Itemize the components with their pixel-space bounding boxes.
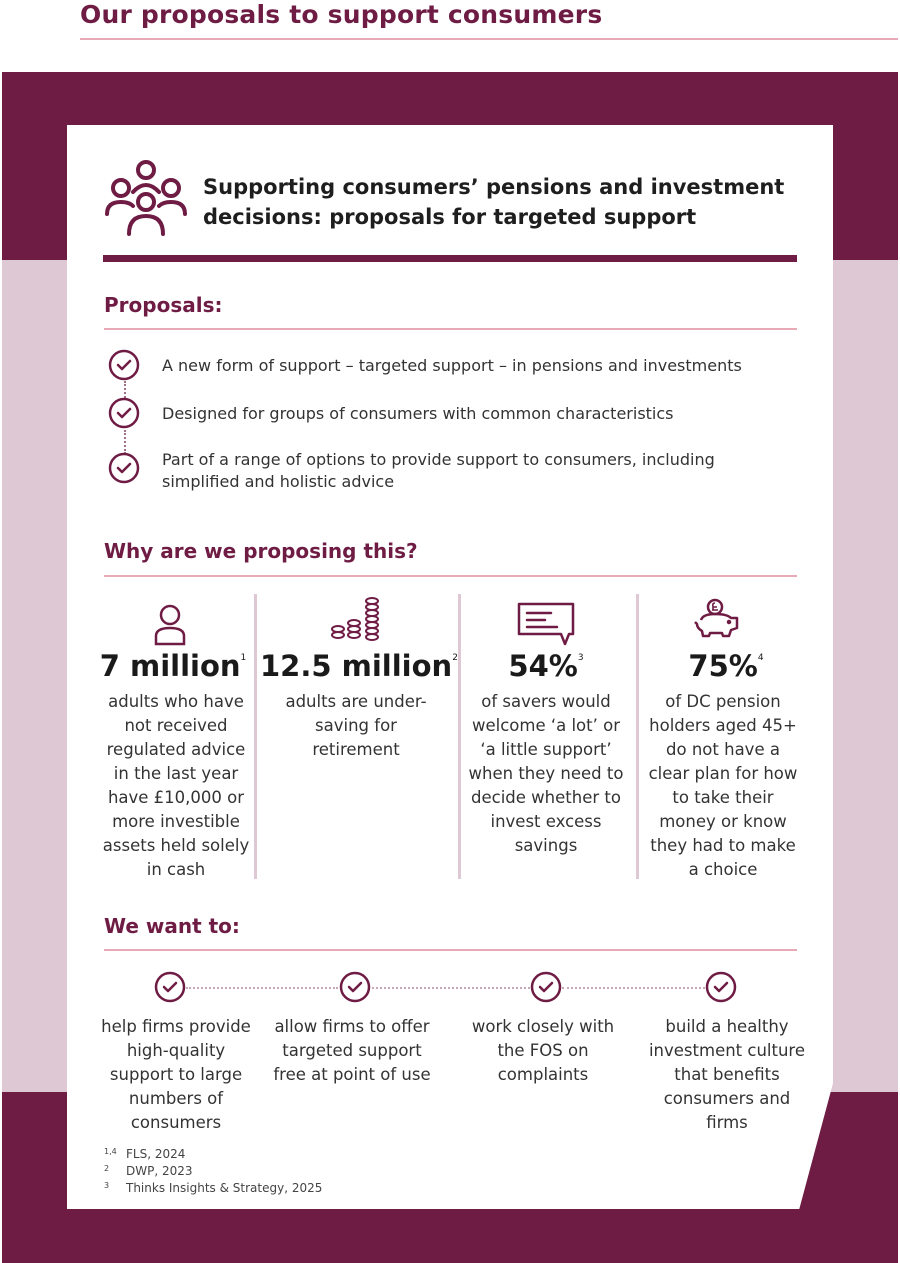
check-circle-icon: [339, 971, 371, 1003]
want-divider: [104, 949, 797, 951]
check-circle-icon: [530, 971, 562, 1003]
check-circle-icon: [108, 452, 140, 484]
stat-divider: [254, 594, 257, 879]
want-item: allow firms to offer targeted support free at point of use: [273, 1017, 431, 1084]
connector-dots: [186, 987, 338, 989]
check-circle-icon: [108, 349, 140, 381]
stat-description: adults who have not received regulated advice in the last year have £10,000 or more investible assets held solely in cash: [102, 692, 250, 879]
footnote: 2 DWP, 2023: [104, 1164, 193, 1178]
stat-divider: [636, 594, 639, 879]
want-item: build a healthy investment culture that benefits consumers and firms: [648, 1017, 806, 1132]
piggy-bank-icon: [693, 598, 743, 642]
why-divider: [104, 575, 797, 577]
proposal-item: A new form of support – targeted support – in pensions and investments: [162, 356, 742, 375]
why-heading: Why are we proposing this?: [104, 539, 418, 563]
check-circle-icon: [108, 397, 140, 429]
proposal-item: Part of a range of options to provide support to consumers, including simplified and holistic advice: [162, 450, 715, 491]
stat-value: 75%$^4$: [688, 649, 764, 683]
coin-stacks-icon: [330, 597, 382, 641]
check-circle-icon: [705, 971, 737, 1003]
want-heading: We want to:: [104, 914, 240, 938]
stat-description: of savers would welcome ‘a lot’ or ‘a little support’ when they need to decide whether to invest excess savings: [468, 692, 624, 855]
footnote: 1,4 FLS, 2024: [104, 1147, 186, 1161]
connector-dots: [372, 987, 530, 989]
speech-bubble-icon: [517, 602, 577, 646]
people-group-icon: [103, 158, 189, 238]
person-icon: [154, 604, 186, 646]
proposal-item: Designed for groups of consumers with common characteristics: [162, 404, 674, 423]
proposals-divider: [104, 328, 797, 330]
want-item: help firms provide high-quality support to large numbers of consumers: [101, 1017, 251, 1132]
stat-value: 54%$^3$: [508, 649, 584, 683]
title-divider: [80, 38, 898, 40]
stat-description: adults are under-saving for retirement: [285, 692, 427, 759]
stat-value: 7 million$^1$: [99, 649, 247, 683]
proposals-heading: Proposals:: [104, 293, 223, 317]
page-title: Our proposals to support consumers: [80, 0, 603, 29]
stat-divider: [458, 594, 461, 879]
connector-dots: [124, 430, 126, 454]
want-item: work closely with the FOS on complaints: [471, 1017, 615, 1084]
hero-title: Supporting consumers’ pensions and investment decisions: proposals for targeted support: [203, 175, 785, 229]
connector-dots: [562, 987, 705, 989]
hero-divider: [103, 255, 797, 262]
footnote: 3 Thinks Insights & Strategy, 2025: [104, 1181, 323, 1195]
stat-value: 12.5 million$^2$: [260, 649, 458, 683]
check-circle-icon: [154, 971, 186, 1003]
stat-description: of DC pension holders aged 45+ do not have a clear plan for how to take their money or know they had to make a choice: [648, 692, 798, 879]
